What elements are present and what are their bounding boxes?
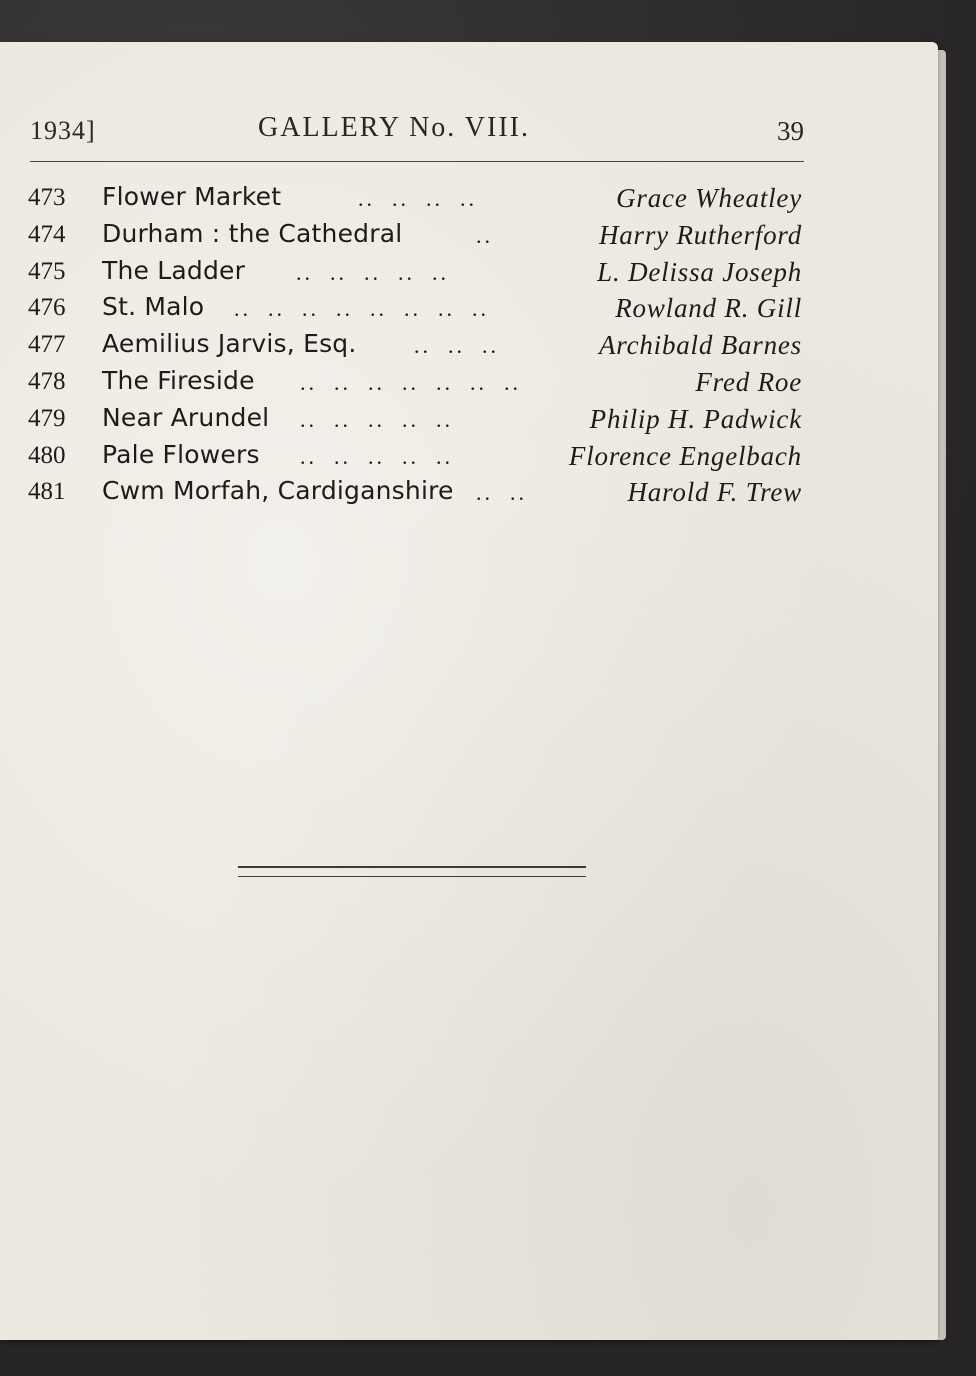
entry-number: 473: [28, 184, 66, 211]
entry-number: 480: [28, 441, 66, 469]
entry-title: The Fireside: [102, 365, 255, 395]
entry-title: The Ladder: [102, 255, 246, 285]
catalogue-entries: [28, 180, 804, 511]
dot-leader: .. .. .. .. ..: [300, 406, 453, 432]
dot-leader: .. .. .. .. ..: [296, 259, 449, 285]
entry-artist: Florence Engelbach: [568, 440, 802, 471]
entry-artist: Grace Wheatley: [616, 183, 802, 213]
entry-number: 475: [28, 257, 66, 285]
entry-title: Pale Flowers: [102, 439, 260, 469]
running-head: [30, 110, 804, 150]
gallery-heading: GALLERY No. VIII.: [258, 112, 530, 143]
entry-artist: Harry Rutherford: [598, 219, 802, 250]
header-rule: [30, 161, 804, 162]
entry-number: 474: [28, 220, 66, 248]
catalogue-entry: [28, 254, 804, 291]
catalogue-entry: [28, 364, 804, 401]
entry-artist: Archibald Barnes: [598, 330, 802, 361]
year-marker: 1934]: [30, 116, 96, 145]
entry-number: 478: [28, 367, 66, 395]
entry-number: 481: [28, 478, 66, 506]
entry-number: 479: [28, 404, 66, 432]
entry-artist: L. Delissa Joseph: [597, 256, 802, 287]
entry-artist: Philip H. Padwick: [589, 403, 802, 434]
catalogue-entry: [28, 401, 804, 438]
catalogue-entry: [28, 474, 804, 511]
dot-leader: .. .. .. ..: [358, 186, 477, 211]
section-end-rule: [238, 866, 586, 877]
entry-number: 476: [28, 294, 66, 322]
catalogue-entry: [28, 217, 804, 254]
dot-leader: .. .. .. .. ..: [300, 443, 453, 469]
page-number: 39: [777, 116, 804, 146]
entry-number: 477: [28, 331, 66, 359]
dot-leader: ..: [476, 222, 493, 248]
entry-title: Near Arundel: [102, 402, 270, 432]
entry-title: Durham : the Cathedral: [102, 218, 403, 248]
entry-title: Aemilius Jarvis, Esq.: [102, 329, 357, 359]
entry-artist: Harold F. Trew: [627, 477, 802, 508]
entry-artist: Fred Roe: [695, 366, 802, 397]
entry-title: Cwm Morfah, Cardiganshire: [102, 476, 454, 506]
catalogue-entry: [28, 438, 804, 475]
dot-leader: .. ..: [476, 480, 527, 506]
catalogue-entry: [28, 327, 804, 364]
dot-leader: .. .. ..: [414, 333, 499, 359]
entry-artist: Rowland R. Gill: [615, 293, 802, 324]
catalogue-entry: [28, 180, 804, 217]
dot-leader: .. .. .. .. .. .. .. ..: [234, 296, 489, 322]
catalogue-entry: [28, 290, 804, 327]
entry-title: Flower Market: [102, 182, 282, 211]
dot-leader: .. .. .. .. .. .. ..: [300, 369, 521, 395]
entry-title: St. Malo: [102, 292, 205, 322]
